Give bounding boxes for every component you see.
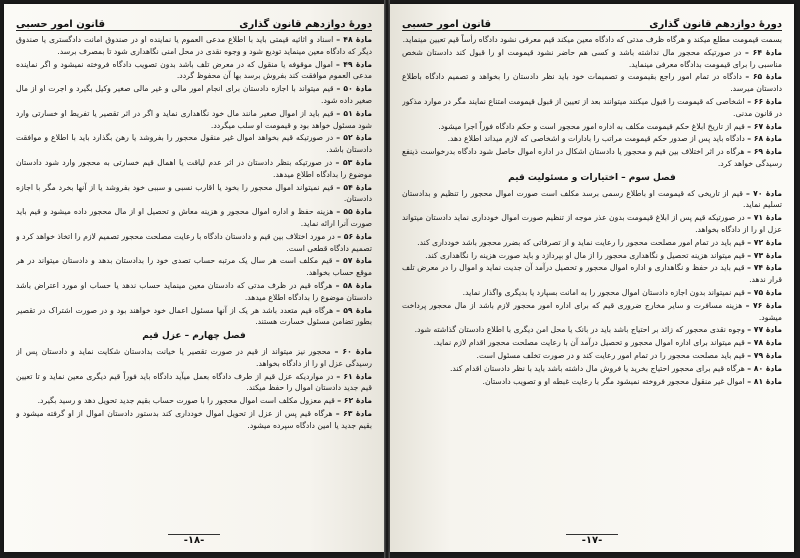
section-heading: فصل چهارم – عزل قیم bbox=[142, 331, 246, 342]
article-paragraph bbox=[402, 212, 782, 236]
article-text: در صورتیکه بنظر دادستان در اثر عدم لیاقت یا اهمال قیم خسارتی به محجور وارد شود دادستان موضوع را بدادگاه اطلاع میدهد. bbox=[16, 157, 372, 179]
article-number: مادهٔ ۶۲ – bbox=[337, 396, 372, 406]
article-number: مادهٔ ۸۰ – bbox=[747, 363, 782, 373]
left-page-text bbox=[16, 34, 372, 526]
article-text: قیم باید در تمام امور مصلحت محجور را رعایت نماید و از تصرفاتی که بضرر محجور باشد خودداری کند. bbox=[417, 237, 745, 247]
article-paragraph bbox=[402, 287, 782, 299]
article-paragraph bbox=[16, 305, 372, 329]
article-paragraph bbox=[402, 96, 782, 120]
article-number: مادهٔ ۶۷ – bbox=[747, 121, 782, 131]
article-text: اموال موقوفه یا منقول که در معرض تلف باشد بدون تصویب دادگاه فروخته نمیشود و اگر نماینده مدعی العموم موافقت کند بفروش برسد بها آن محفوظ گردد. bbox=[16, 59, 372, 81]
article-text: قیم میتواند با اجازه دادستان برای انجام امور مالی و غیر مالی صغیر وکیل بگیرد و اجرت او از مال صغیر داده شود. bbox=[16, 84, 372, 105]
article-paragraph bbox=[16, 34, 372, 58]
article-paragraph bbox=[16, 231, 372, 255]
running-subtitle: قانون امور حسبی bbox=[16, 19, 106, 30]
article-paragraph bbox=[16, 371, 372, 395]
article-paragraph bbox=[402, 350, 782, 362]
article-paragraph bbox=[16, 280, 372, 304]
article-paragraph bbox=[402, 250, 782, 262]
article-text: اسناد و اثاثیه قیمتی باید با اطلاع مدعی العموم یا نماینده او در صندوق امانت دادگستری یا صندوق دیگر که دادگاه معین مینماید تودیع شود و وجوه نقدی در محل امنی نگاهداری شود تا بمصرف برسد. bbox=[16, 35, 372, 56]
article-paragraph bbox=[16, 346, 372, 370]
article-number: مادهٔ ۴۹ – bbox=[336, 59, 372, 69]
article-number: مادهٔ ۷۰ – bbox=[745, 188, 782, 198]
article-text: قیم باید از اموال صغیر مانند مال خود نگاهداری نماید و اگر در اثر تقصیر یا تفریط او خسارتی وارد شود مسئول خواهد بود و قیمومت او سلب میگردد. bbox=[16, 108, 372, 130]
article-text: قیم از تاریخ ابلاغ حکم قیمومت مکلف به اداره امور محجور است و حکم دادگاه فوراً اجرا میشود. bbox=[438, 121, 745, 131]
article-number: مادهٔ ۵۴ – bbox=[336, 182, 372, 192]
article-number: مادهٔ ۵۵ – bbox=[336, 207, 372, 217]
article-text: دادگاه در تمام امور راجع بقیمومت و تصمیمات خود باید نظر دادستان را بخواهد و تصمیم دادگاه باطلاع دادستان میرسد. bbox=[402, 72, 782, 94]
article-paragraph bbox=[16, 206, 372, 230]
section-heading: فصل سوم – اختیارات و مسئولیت قیم bbox=[508, 172, 676, 183]
article-text: قیم میتواند هزینه تحصیل و نگاهداری محجور را از مال او بپردازد و باید صورت هزینه را نگاهداری کند. bbox=[425, 250, 745, 260]
article-number: مادهٔ ۶۹ – bbox=[747, 147, 782, 157]
article-paragraph bbox=[402, 237, 782, 249]
running-title: دورهٔ دوازدهم قانون گذاری bbox=[239, 19, 372, 30]
article-paragraph bbox=[402, 47, 782, 71]
article-text: قیم معزول مکلف است اموال محجور را با صورت حساب بقیم جدید تحویل دهد و رسید بگیرد. bbox=[37, 396, 335, 406]
article-text: قیم باید مصلحت محجور را در تمام امور رعایت کند و در صورت تخلف مسئول است. bbox=[476, 350, 745, 360]
article-number: مادهٔ ۶۴ – bbox=[744, 47, 782, 57]
article-text: هرگاه قیم در ظرف مدتی که دادستان معین مینماید حساب ندهد یا حساب او مورد اعتراض باشد دادستان موضوع را بدادگاه اطلاع میدهد. bbox=[16, 280, 372, 302]
article-text: هرگاه قیم برای محجور احتیاج بخرید یا فروش مال داشته باشد باید با نظر دادستان اقدام کند. bbox=[449, 363, 745, 373]
article-number: مادهٔ ۷۱ – bbox=[747, 213, 782, 223]
article-number: مادهٔ ۵۷ – bbox=[335, 256, 372, 266]
article-number: مادهٔ ۷۵ – bbox=[747, 287, 782, 297]
article-paragraph bbox=[16, 182, 372, 206]
article-number: مادهٔ ۵۹ – bbox=[336, 305, 372, 315]
article-paragraph bbox=[16, 59, 372, 83]
article-text: اموال غیر منقول محجور فروخته نمیشود مگر با رعایت غبطه او و تصویب دادستان. bbox=[482, 376, 745, 386]
article-paragraph bbox=[16, 408, 372, 432]
article-paragraph bbox=[402, 376, 782, 388]
article-text: هزینه مسافرت و سایر مخارج ضروری قیم که برای اداره امور محجور لازم باشد از مال محجور پرداخت میشود. bbox=[402, 300, 782, 322]
article-number: مادهٔ ۴۸ – bbox=[336, 35, 372, 44]
article-number: مادهٔ ۷۴ – bbox=[747, 263, 782, 273]
left-page bbox=[4, 4, 384, 552]
article-paragraph bbox=[16, 132, 372, 156]
article-text: در صورتیکه قیم پس از ابلاغ قیمومت بدون عذر موجه از تنظیم صورت اموال خودداری نماید دادستان میتواند عزل او را از دادگاه بخواهد. bbox=[402, 213, 782, 234]
article-text: قیم از تاریخی که قیمومت او باطلاع رسمی برسد مکلف است صورت اموال محجور را تنظیم و بدادستان تسلیم نماید. bbox=[402, 188, 782, 210]
article-text: اشخاصی که قیمومت را قبول میکنند میتوانند بعد از تعیین از قبول قیمومت امتناع نمایند مگر در موارد مذکور در قانون مدنی. bbox=[402, 96, 782, 118]
article-number: مادهٔ ۶۵ – bbox=[745, 72, 782, 82]
article-number: مادهٔ ۷۸ – bbox=[747, 338, 782, 348]
article-text: در صورتیکه قیم بخواهد اموال غیر منقول محجور را بفروشد یا رهن بگذارد باید با اطلاع و موافقت دادستان باشد. bbox=[16, 133, 372, 155]
article-paragraph bbox=[16, 157, 372, 181]
article-paragraph bbox=[16, 108, 372, 132]
article-text: وجوه نقدی محجور که زائد بر احتیاج باشد باید در بانک یا محل امن دیگری با اطلاع دادستان گذاشته شود. bbox=[414, 325, 745, 335]
article-paragraph bbox=[402, 34, 782, 46]
article-number: مادهٔ ۵۰ – bbox=[336, 84, 372, 94]
article-number: مادهٔ ۷۷ – bbox=[747, 325, 782, 335]
article-text: محجور نیز میتواند از قیم در صورت تقصیر یا خیانت بدادستان شکایت نماید و دادستان پس از رسیدگی عزل او را از دادگاه بخواهد. bbox=[16, 346, 372, 368]
article-number: مادهٔ ۶۱ – bbox=[336, 371, 372, 381]
article-text: در مورد اختلاف بین قیم و دادستان دادگاه با رعایت مصلحت محجور تصمیم لازم را اتخاذ خواهد کرد و تصمیم دادگاه قطعی است. bbox=[16, 231, 372, 253]
article-number: مادهٔ ۵۸ – bbox=[335, 280, 372, 290]
article-text: هزینه حفظ و اداره اموال محجور و هزینه معاش و تحصیل او از مال محجور داده میشود و قیم باید صورت آنرا ارائه نماید. bbox=[16, 207, 372, 228]
article-number: مادهٔ ۵۱ – bbox=[336, 108, 372, 118]
article-number: مادهٔ ۷۹ – bbox=[747, 350, 782, 360]
article-paragraph bbox=[402, 121, 782, 133]
article-number: مادهٔ ۶۶ – bbox=[747, 96, 782, 106]
article-paragraph bbox=[402, 300, 782, 324]
article-paragraph bbox=[402, 324, 782, 336]
page-number: -۱۷- bbox=[390, 534, 794, 546]
article-text: قیم نمیتواند بدون اجازه دادستان اموال محجور را به امانت بسپارد یا بدیگری واگذار نماید. bbox=[462, 287, 745, 297]
right-page-header bbox=[402, 10, 782, 31]
article-number: مادهٔ ۷۲ – bbox=[747, 237, 782, 247]
article-text: دادگاه باید پس از صدور حکم قیمومت مراتب را بادارات و اشخاصی که لازم میداند اطلاع دهد. bbox=[447, 134, 745, 144]
article-number: مادهٔ ۷۳ – bbox=[747, 250, 782, 260]
article-paragraph bbox=[402, 262, 782, 286]
running-subtitle: قانون امور حسبی bbox=[402, 19, 492, 30]
article-paragraph bbox=[16, 255, 372, 279]
left-page-header bbox=[16, 10, 372, 31]
article-paragraph bbox=[16, 83, 372, 107]
page-number: -۱۸- bbox=[4, 534, 384, 546]
article-number: مادهٔ ۶۳ – bbox=[335, 408, 372, 418]
article-paragraph bbox=[402, 363, 782, 375]
article-text: در صورتیکه محجور مال نداشته باشد و کسی هم حاضر نشود قیمومت او را قبول کند دادستان شخص مناسبی را برای قیمومت بدادگاه معرفی مینماید. bbox=[402, 47, 782, 69]
article-paragraph bbox=[402, 71, 782, 95]
article-number: مادهٔ ۶۰ – bbox=[334, 346, 372, 356]
article-text: هرگاه در اثر اختلاف بین قیم و محجور یا دادستان اشکال در اداره اموال حاصل شود دادگاه بدرخواست ذینفع رسیدگی خواهد کرد. bbox=[402, 147, 782, 168]
article-paragraph bbox=[402, 188, 782, 212]
article-text: هرگاه قیم پس از عزل از تحویل اموال خودداری کند بدستور دادستان اموال از او گرفته میشود و بقیم جدید یا امین دادگاه سپرده میشود. bbox=[16, 408, 372, 430]
article-paragraph bbox=[402, 337, 782, 349]
article-number: مادهٔ ۵۲ – bbox=[336, 133, 372, 143]
article-number: مادهٔ ۵۶ – bbox=[337, 231, 372, 241]
right-page bbox=[390, 4, 794, 552]
right-page-text bbox=[402, 34, 782, 526]
article-text: قیم باید در حفظ و نگاهداری و اداره اموال محجور و تحصیل درآمد آن جدیت نماید و اموال را در معرض تلف قرار ندهد. bbox=[402, 263, 782, 285]
article-text: قیم مکلف است هر سال یک مرتبه حساب تصدی خود را بدادستان بدهد و دادستان میتواند در هر موقع حساب بخواهد. bbox=[16, 256, 372, 278]
article-paragraph bbox=[402, 146, 782, 170]
article-number: مادهٔ ۵۳ – bbox=[335, 157, 372, 167]
article-text: هرگاه قیم متعدد باشد هر یک از آنها مسئول اعمال خود خواهند بود و در صورت اشتراک در تقصیر بطور تضامن مسئول خسارت هستند. bbox=[16, 305, 372, 327]
article-text: در مواردیکه عزل قیم از طرف دادگاه بعمل میآید دادگاه باید فوراً قیم دیگری معین نماید و تا تعیین قیم جدید دادستان اموال را حفظ میکند. bbox=[16, 371, 372, 393]
article-paragraph bbox=[16, 395, 372, 407]
article-paragraph bbox=[402, 133, 782, 145]
running-title: دورهٔ دوازدهم قانون گذاری bbox=[649, 19, 782, 30]
article-text: قیم میتواند برای اداره اموال محجور و تحصیل درآمد آن با رعایت مصلحت محجور اقدام لازم نماید. bbox=[433, 338, 745, 348]
article-number: مادهٔ ۶۸ – bbox=[747, 134, 782, 144]
article-number: مادهٔ ۸۱ – bbox=[747, 376, 782, 386]
article-number: مادهٔ ۷۶ – bbox=[745, 300, 782, 310]
article-text: قیم نمیتواند اموال محجور را بخود یا اقارب نسبی و سببی خود بفروشد یا از آنها بخرد مگر با اجازه دادستان. bbox=[16, 182, 372, 204]
article-text: بسمت قیمومت مطلع میکند و هرگاه ظرف مدتی که دادگاه معین میکند قیم معرفی نشود دادگاه رأساً قیم تعیین مینماید. bbox=[402, 35, 782, 44]
